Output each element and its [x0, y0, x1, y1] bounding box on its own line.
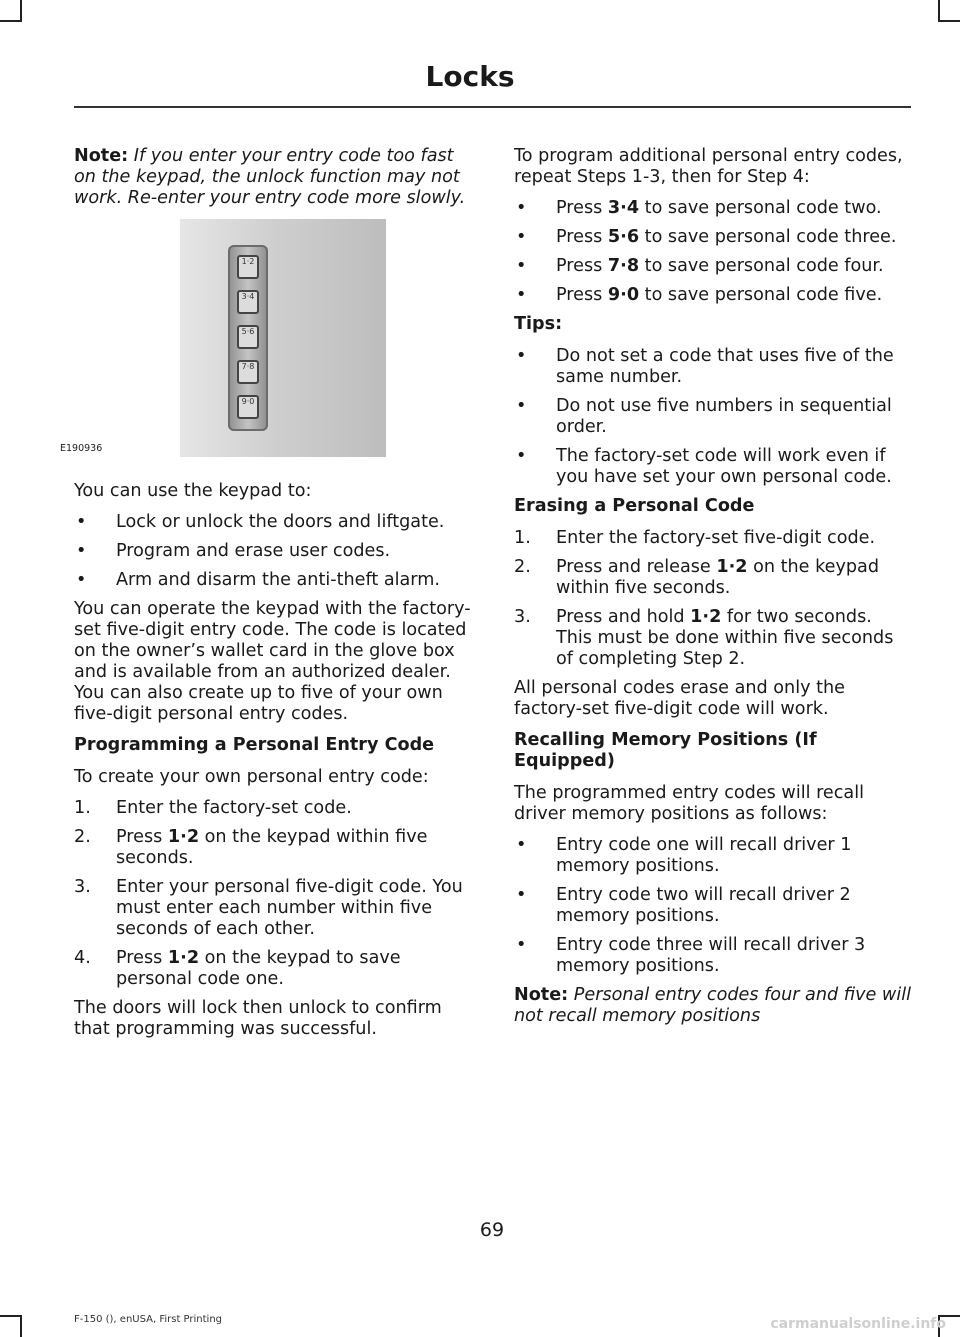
list-item: • Do not set a code that uses five of the same number.	[516, 346, 894, 387]
note-text: Personal entry codes four and five will not recall memory positions	[514, 985, 911, 1026]
step-item: 3. Press and hold 1·2 for two seconds. This must be done within five seconds of completing Step 2.	[514, 607, 894, 669]
operate-paragraph: You can operate the keypad with the factory-set five-digit entry code. The code is located on the owner’s wallet card in the glove box and is available from an authorized dealer. You can also create up to five of your own five-digit personal entry codes.	[74, 599, 471, 724]
keypad-photo	[180, 219, 386, 457]
crop-mark	[940, 20, 960, 22]
keypad-key-3-4: 3·4	[237, 290, 259, 314]
header-rule	[74, 106, 911, 108]
crop-mark	[0, 20, 20, 22]
list-item: • Press 9·0 to save personal code five.	[516, 285, 883, 305]
note-label: Note:	[514, 985, 569, 1005]
figure-caption: E190936	[60, 443, 103, 454]
step-item: 1. Enter the factory-set code.	[74, 798, 352, 818]
list-item-text: Do not set a code that uses five of the same number.	[556, 346, 894, 387]
tips-heading: Tips:	[514, 314, 563, 334]
list-item: • Press 7·8 to save personal code four.	[516, 256, 884, 276]
watermark: carmanualsonline.info	[770, 1316, 946, 1332]
crop-mark	[0, 1315, 20, 1317]
memory-note-paragraph	[514, 985, 912, 1027]
page-number: 69	[479, 1219, 505, 1241]
step-item: 2. Press 1·2 on the keypad within five seconds.	[74, 827, 428, 868]
note-paragraph	[74, 146, 478, 209]
page-header-title: Locks	[425, 60, 515, 93]
crop-mark	[938, 0, 940, 22]
list-item-text: Arm and disarm the anti-theft alarm.	[116, 570, 440, 590]
list-item-text: Lock or unlock the doors and liftgate.	[116, 512, 445, 532]
list-item: • Arm and disarm the anti-theft alarm.	[76, 570, 440, 590]
memory-intro: The programmed entry codes will recall driver memory positions as follows:	[514, 783, 864, 824]
programming-intro: To create your own personal entry code:	[74, 767, 429, 787]
keypad-key-5-6: 5·6	[237, 325, 259, 349]
right-column	[514, 146, 912, 1037]
list-item: • Program and erase user codes.	[76, 541, 391, 561]
erase-result-paragraph: All personal codes erase and only the factory-set five-digit code will work.	[514, 678, 845, 719]
list-item: • Entry code three will recall driver 3 memory positions.	[516, 935, 866, 976]
crop-mark	[20, 0, 22, 22]
keypad-uses-intro: You can use the keypad to:	[74, 481, 312, 501]
list-item: • Press 3·4 to save personal code two.	[516, 198, 882, 218]
erasing-heading: Erasing a Personal Code	[514, 496, 755, 516]
list-item-text: Do not use five numbers in sequential order.	[556, 396, 892, 437]
list-item: • Entry code one will recall driver 1 memory positions.	[516, 835, 852, 876]
keypad-panel	[228, 245, 268, 431]
step-item: 3. Enter your personal five-digit code. You must enter each number within five seconds of each other.	[74, 877, 463, 939]
list-item-text: Entry code three will recall driver 3 memory positions.	[556, 935, 866, 976]
list-item: • The factory-set code will work even if you have set your own personal code.	[516, 446, 892, 487]
keypad-key-1-2: 1·2	[237, 255, 259, 279]
note-label: Note:	[74, 146, 129, 166]
memory-heading: Recalling Memory Positions (If Equipped)	[514, 730, 817, 771]
edition-footer: F-150 (), enUSA, First Printing	[74, 1314, 223, 1325]
note-text: If you enter your entry code too fast on the keypad, the unlock function may not work. Re-enter your entry code more slowly.	[74, 146, 466, 208]
keypad-key-7-8: 7·8	[237, 360, 259, 384]
additional-intro: To program additional personal entry codes, repeat Steps 1-3, then for Step 4:	[514, 146, 903, 187]
left-column	[60, 146, 478, 1050]
list-item: • Do not use five numbers in sequential order.	[516, 396, 892, 437]
list-item-text: The factory-set code will work even if you have set your own personal code.	[556, 446, 892, 487]
list-item-text: Entry code two will recall driver 2 memory positions.	[556, 885, 851, 926]
list-item-text: Program and erase user codes.	[116, 541, 391, 561]
list-item: • Entry code two will recall driver 2 memory positions.	[516, 885, 851, 926]
programming-heading: Programming a Personal Entry Code	[74, 735, 435, 755]
crop-mark	[20, 1315, 22, 1337]
list-item-text: Entry code one will recall driver 1 memory positions.	[556, 835, 852, 876]
list-item: • Press 5·6 to save personal code three.	[516, 227, 897, 247]
keypad-key-9-0: 9·0	[237, 395, 259, 419]
step-item: 4. Press 1·2 on the keypad to save personal code one.	[74, 948, 401, 989]
step-item: 1. Enter the factory-set five-digit code.	[514, 528, 876, 548]
step-item: 2. Press and release 1·2 on the keypad within five seconds.	[514, 557, 879, 598]
list-item: • Lock or unlock the doors and liftgate.	[76, 512, 445, 532]
confirm-paragraph: The doors will lock then unlock to confirm that programming was successful.	[74, 998, 442, 1039]
keypad-figure	[60, 219, 478, 471]
